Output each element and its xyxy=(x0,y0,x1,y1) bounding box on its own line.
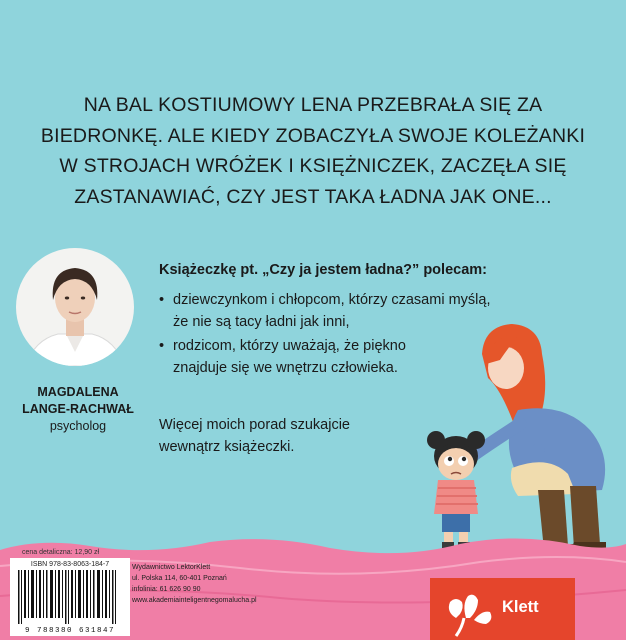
isbn-text: ISBN 978-83-8063-184-7 xyxy=(30,561,110,568)
price-label: cena detaliczna: 12,90 zł xyxy=(22,549,100,556)
bullet-dot: • xyxy=(159,338,165,354)
more-advice-line: Więcej moich porad szukajcie xyxy=(159,417,350,433)
barcode-digits: 9 788380 631847 xyxy=(24,627,115,635)
klett-wordmark: Klett xyxy=(502,598,539,616)
publisher-info xyxy=(132,562,257,606)
bullet-dot: • xyxy=(159,292,165,308)
list-item-line: że nie są tacy ładni jak inni, xyxy=(173,314,350,330)
more-advice-text xyxy=(159,414,350,458)
author-photo xyxy=(16,248,134,366)
klett-logo xyxy=(430,578,575,640)
klett-clover-icon xyxy=(438,578,498,640)
recommendation-title: Książeczkę pt. „Czy ja jestem ładna?” polecam: xyxy=(159,262,487,278)
author-name xyxy=(12,384,144,418)
publisher-name: Wydawnictwo LektorKlett xyxy=(132,564,211,571)
mother-daughter-illustration xyxy=(392,318,626,556)
author-role: psycholog xyxy=(49,419,107,433)
blurb-line: ZASTANAWIAĆ, CZY JEST TAKA ŁADNA JAK ONE... xyxy=(74,185,552,208)
blurb-line: NA BAL KOSTIUMOWY LENA PRZEBRAŁA SIĘ ZA xyxy=(83,94,543,116)
blurb-line: BIEDRONKĘ. ALE KIEDY ZOBACZYŁA SWOJE KOLEŻANKI xyxy=(40,124,586,147)
publisher-address: ul. Polska 114, 60-401 Poznań xyxy=(132,575,227,582)
author-name-line: LANGE-RACHWAŁ xyxy=(22,402,134,416)
barcode xyxy=(10,558,130,636)
author-name-line: MAGDALENA xyxy=(37,385,119,399)
list-item-line: znajduje się we wnętrzu człowieka. xyxy=(173,360,398,376)
blurb-line: W STROJACH WRÓŻEK I KSIĘŻNICZEK, ZACZĘŁA SIĘ xyxy=(59,155,567,177)
blurb-text xyxy=(20,90,606,212)
list-item-line: dziewczynkom i chłopcom, którzy czasami myślą, xyxy=(173,292,491,308)
more-advice-line: wewnątrz książeczki. xyxy=(159,439,295,455)
list-item-line: rodzicom, którzy uważają, że piękno xyxy=(173,338,406,354)
publisher-website: www.akademiainteligentnegomalucha.pl xyxy=(132,597,257,604)
publisher-phone: infolinia: 61 626 90 90 xyxy=(132,586,201,593)
